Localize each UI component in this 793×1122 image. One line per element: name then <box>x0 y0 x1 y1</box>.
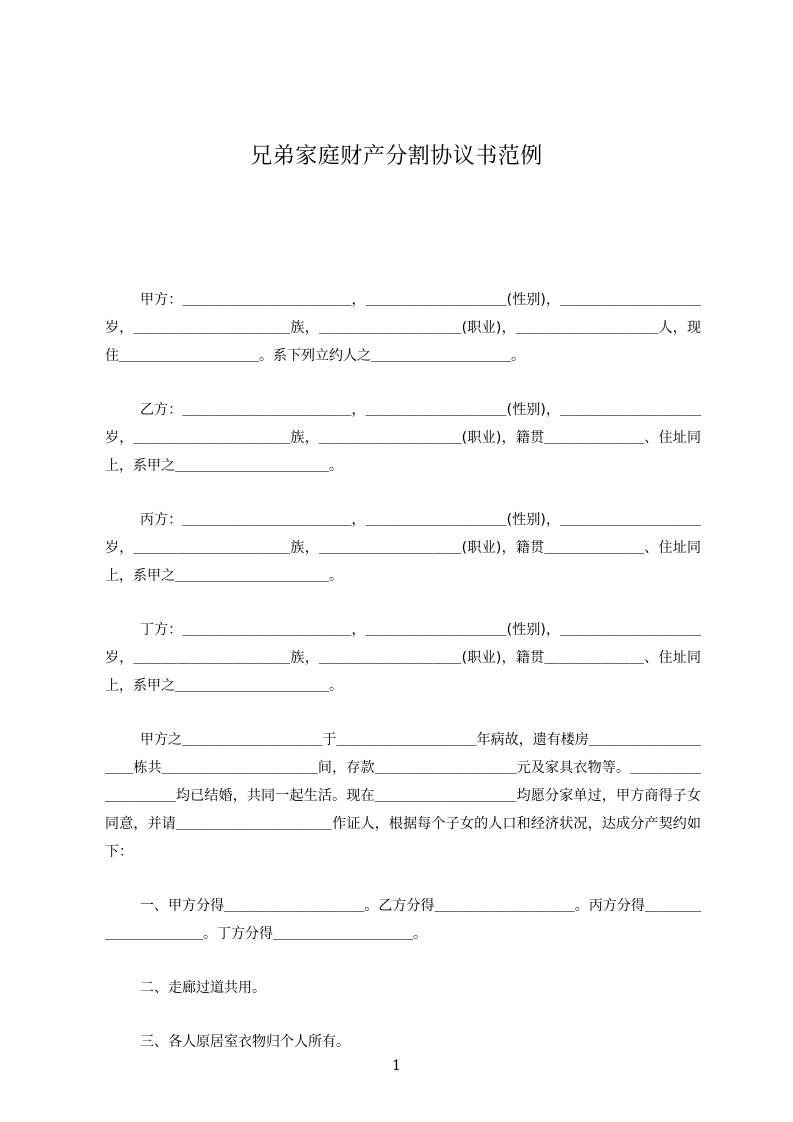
page-number: 1 <box>392 1058 401 1074</box>
clause-3-paragraph: 三、各人原居室衣物归个人所有。 <box>140 1034 350 1050</box>
clause-1-paragraph: 一、甲方分得＿＿＿＿＿＿＿＿＿＿。乙方分得＿＿＿＿＿＿＿＿＿＿。丙方分得＿＿＿＿＿＿＿＿＿＿＿。丁方分得＿＿＿＿＿＿＿＿＿＿。 <box>105 898 701 942</box>
party-b-paragraph: 乙方：＿＿＿＿＿＿＿＿＿＿＿＿，＿＿＿＿＿＿＿＿＿＿(性别)，＿＿＿＿＿＿＿＿＿＿岁，＿＿＿＿＿＿＿＿＿＿＿族，＿＿＿＿＿＿＿＿＿＿(职业)，籍贯＿＿＿＿＿＿＿、住址同上，系甲之＿＿＿＿＿＿＿＿＿＿＿。 <box>105 402 701 474</box>
party-d-paragraph: 丁方：＿＿＿＿＿＿＿＿＿＿＿＿，＿＿＿＿＿＿＿＿＿＿(性别)，＿＿＿＿＿＿＿＿＿＿岁，＿＿＿＿＿＿＿＿＿＿＿族，＿＿＿＿＿＿＿＿＿＿(职业)，籍贯＿＿＿＿＿＿＿、住址同上，系甲之＿＿＿＿＿＿＿＿＿＿＿。 <box>105 622 701 694</box>
party-a-paragraph: 甲方：＿＿＿＿＿＿＿＿＿＿＿＿，＿＿＿＿＿＿＿＿＿＿(性别)，＿＿＿＿＿＿＿＿＿＿岁，＿＿＿＿＿＿＿＿＿＿＿族，＿＿＿＿＿＿＿＿＿＿(职业)，＿＿＿＿＿＿＿＿＿＿人，现住＿＿＿＿＿＿＿＿＿＿。系下列立约人之＿＿＿＿＿＿＿＿＿＿。 <box>105 292 701 364</box>
party-c-paragraph: 丙方：＿＿＿＿＿＿＿＿＿＿＿＿，＿＿＿＿＿＿＿＿＿＿(性别)，＿＿＿＿＿＿＿＿＿＿岁，＿＿＿＿＿＿＿＿＿＿＿族，＿＿＿＿＿＿＿＿＿＿(职业)，籍贯＿＿＿＿＿＿＿、住址同上，系甲之＿＿＿＿＿＿＿＿＿＿＿。 <box>105 512 701 584</box>
page-title: 兄弟家庭财产分割协议书范例 <box>250 144 543 169</box>
background-paragraph: 甲方之＿＿＿＿＿＿＿＿＿＿于＿＿＿＿＿＿＿＿＿＿年病故，遗有楼房＿＿＿＿＿＿＿＿＿＿栋共＿＿＿＿＿＿＿＿＿＿＿间，存款＿＿＿＿＿＿＿＿＿＿元及家具衣物等。＿＿＿＿＿＿＿＿＿＿均已结婚，共同一起生活。现在＿＿＿＿＿＿＿＿＿＿均愿分家单过，甲方商得子女同意，并请＿＿＿＿＿＿＿＿＿＿＿作证人，根据每个子女的人口和经济状况，达成分产契约如下： <box>105 732 701 860</box>
document-body <box>105 286 701 1082</box>
clause-2-paragraph: 二、走廊过道共用。 <box>140 980 266 996</box>
